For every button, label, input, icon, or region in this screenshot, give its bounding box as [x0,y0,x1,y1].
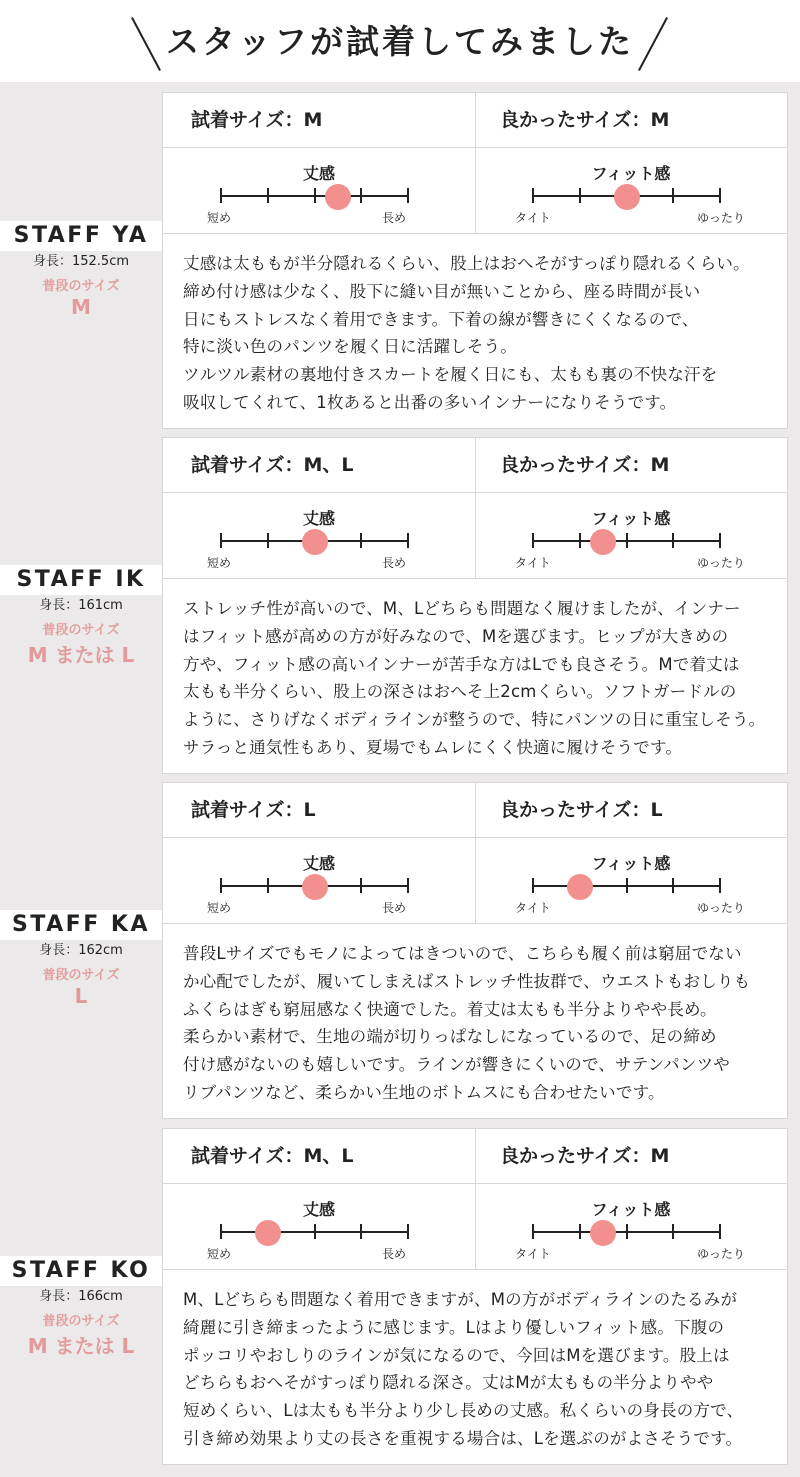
usual-size-label: 普段のサイズ [42,279,120,294]
scale-tick [672,188,674,203]
length-scale-title: 丈感 [302,164,335,183]
fit-scale-title: フィット感 [591,164,671,183]
staff-height: 身長：161cm [39,598,123,613]
scale-tick [532,1224,534,1239]
scale-tick [220,878,222,893]
scale-left-label: 短め [207,556,232,570]
scale-left-label: タイト [515,901,551,915]
scale-tick [267,188,269,203]
length-scale-title: 丈感 [302,854,335,873]
fit-scale [475,493,787,579]
scale-left-label: 短め [207,1247,232,1261]
scale-tick [579,188,581,203]
scale-tick [532,533,534,548]
scale-tick [626,533,628,548]
length-scale [163,493,475,579]
scale-tick [626,1224,628,1239]
page-title: スタッフが試着してみました [166,22,634,61]
scale-tick [719,1224,721,1239]
staff-profile [0,1256,162,1359]
scale-tick [407,188,409,203]
length-scale [163,838,475,924]
scale-marker [302,529,328,555]
scale-row [163,1184,787,1270]
tried-size: 試着サイズ：L [191,799,316,821]
scale-row [163,148,787,234]
review-comment: 普段Lサイズでもモノによってはきついので、こちらも履く前は窮屈でない か心配でしたが、履いてしまえばストレッチ性抜群で、ウエストもおしりも ふくらはぎも窮屈感なく快適でした。着丈は太もも半分よりやや長め。 柔らかい素材で、生地の端が切りっぱなしになっているので、足の締め 付け感がないのも嬉しいです。ラインが響きにくいので、サテンパンツや リブパンツなど、柔らかい生地のボトムスにも合わせたいです。 [183,944,751,1102]
staff-name: STAFF KO [0,1256,162,1286]
scale-tick [220,188,222,203]
scale-tick [672,533,674,548]
staff-review-card [162,92,788,429]
scale-tick [719,878,721,893]
scale-tick [314,1224,316,1239]
tried-size: 試着サイズ：M、L [191,1145,354,1167]
staff-height: 身長：162cm [39,943,123,958]
tried-size: 試着サイズ：M [191,109,323,131]
usual-size-label: 普段のサイズ [42,968,120,983]
scale-tick [360,1224,362,1239]
scale-tick [314,188,316,203]
scale-right-label: ゆったり [697,901,745,915]
staff-review-card [162,437,788,774]
staff-review-card [162,782,788,1119]
page-header [0,0,800,82]
scale-tick [360,878,362,893]
usual-size-value: M [71,295,91,319]
scale-tick [672,1224,674,1239]
usual-size-value: M または L [27,1334,135,1358]
scale-row [163,493,787,579]
good-size: 良かったサイズ：L [500,799,663,821]
fit-scale [475,838,787,924]
review-comment: 丈感は太ももが半分隠れるくらい、股上はおへそがすっぽり隠れるくらい。 締め付け感は少なく、股下に縫い目が無いことから、座る時間が長い 日にもストレスなく着用できます。下着の線が響きにくくなるので、 特に淡い色のパンツを履く日に活躍しそう。 ツルツル素材の裏地付きスカートを履く日にも、太もも裏の不快な汗を 吸収してくれて、1枚あると出番の多いインナーになりそうです。 [183,254,750,412]
fit-scale-title: フィット感 [591,509,671,528]
scale-left-label: タイト [515,211,551,225]
staff-review-card [162,1128,788,1465]
scale-left-label: 短め [207,901,232,915]
staff-height: 身長：166cm [39,1289,123,1304]
scale-right-label: 長め [382,556,407,570]
usual-size-label: 普段のサイズ [42,1314,120,1329]
good-size: 良かったサイズ：M [500,1145,670,1167]
scale-tick [220,1224,222,1239]
fit-scale [475,1184,787,1270]
scale-marker [325,184,351,210]
scale-marker [302,874,328,900]
usual-size-label: 普段のサイズ [42,623,120,638]
staff-name: STAFF YA [0,221,162,251]
scale-marker [590,529,616,555]
scale-tick [220,533,222,548]
scale-tick [532,188,534,203]
scale-right-label: 長め [382,211,407,225]
staff-profile [0,565,162,668]
scale-row [163,838,787,924]
staff-profile [0,910,162,1008]
scale-tick [407,533,409,548]
scale-tick [360,188,362,203]
scale-tick [626,878,628,893]
scale-right-label: ゆったり [697,1247,745,1261]
scale-right-label: 長め [382,1247,407,1261]
good-size: 良かったサイズ：M [500,109,670,131]
scale-marker [614,184,640,210]
length-scale-title: 丈感 [302,1200,335,1219]
fit-scale-title: フィット感 [591,854,671,873]
scale-right-label: ゆったり [697,211,745,225]
scale-tick [407,878,409,893]
scale-tick [672,878,674,893]
tried-size: 試着サイズ：M、L [191,454,354,476]
scale-left-label: タイト [515,1247,551,1261]
scale-tick [579,1224,581,1239]
scale-tick [532,878,534,893]
scale-right-label: ゆったり [697,556,745,570]
fit-scale-title: フィット感 [591,1200,671,1219]
length-scale [163,1184,475,1270]
good-size: 良かったサイズ：M [500,454,670,476]
scale-left-label: タイト [515,556,551,570]
scale-tick [407,1224,409,1239]
scale-marker [255,1220,281,1246]
review-comment: ストレッチ性が高いので、M、Lどちらも問題なく履けましたが、インナー はフィット感が高めの方が好みなので、Mを選びます。ヒップが大きめの 方や、フィット感の高いインナーが苦手な方はLでも良さそう。Mで着丈は 太もも半分くらい、股上の深さはおへそ上2cmくらい。ソフトガードルの ように、さりげなくボディラインが整うので、特にパンツの日に重宝しそう。 サラっと通気性もあり、夏場でもムレにくく快適に履けそうです。 [183,599,766,757]
staff-height: 身長：152.5cm [32,254,130,269]
staff-profile [0,221,162,319]
scale-marker [567,874,593,900]
scale-tick [719,188,721,203]
scale-tick [267,878,269,893]
usual-size-value: M または L [27,643,135,667]
scale-tick [579,533,581,548]
staff-name: STAFF IK [0,565,162,595]
scale-tick [360,533,362,548]
scale-tick [719,533,721,548]
length-scale [163,148,475,234]
scale-marker [590,1220,616,1246]
scale-left-label: 短め [207,211,232,225]
fit-scale [475,148,787,234]
review-comment: M、Lどちらも問題なく着用できますが、Mの方がボディラインのたるみが 綺麗に引き締まったように感じます。Lはより優しいフィット感。下腹の ポッコリやおしりのラインが気になるので、今回はMを選びます。股上は どちらもおへそがすっぽり隠れる深さ。丈はMが太ももの半分よりやや 短めくらい、Lは太もも半分より少し長めの丈感。私くらいの身長の方で、 引き締め効果より丈の長さを重視する場合は、Lを選ぶのがよさそうです。 [183,1290,744,1448]
usual-size-value: L [74,984,88,1008]
scale-right-label: 長め [382,901,407,915]
staff-name: STAFF KA [0,910,162,940]
length-scale-title: 丈感 [302,509,335,528]
scale-tick [267,533,269,548]
